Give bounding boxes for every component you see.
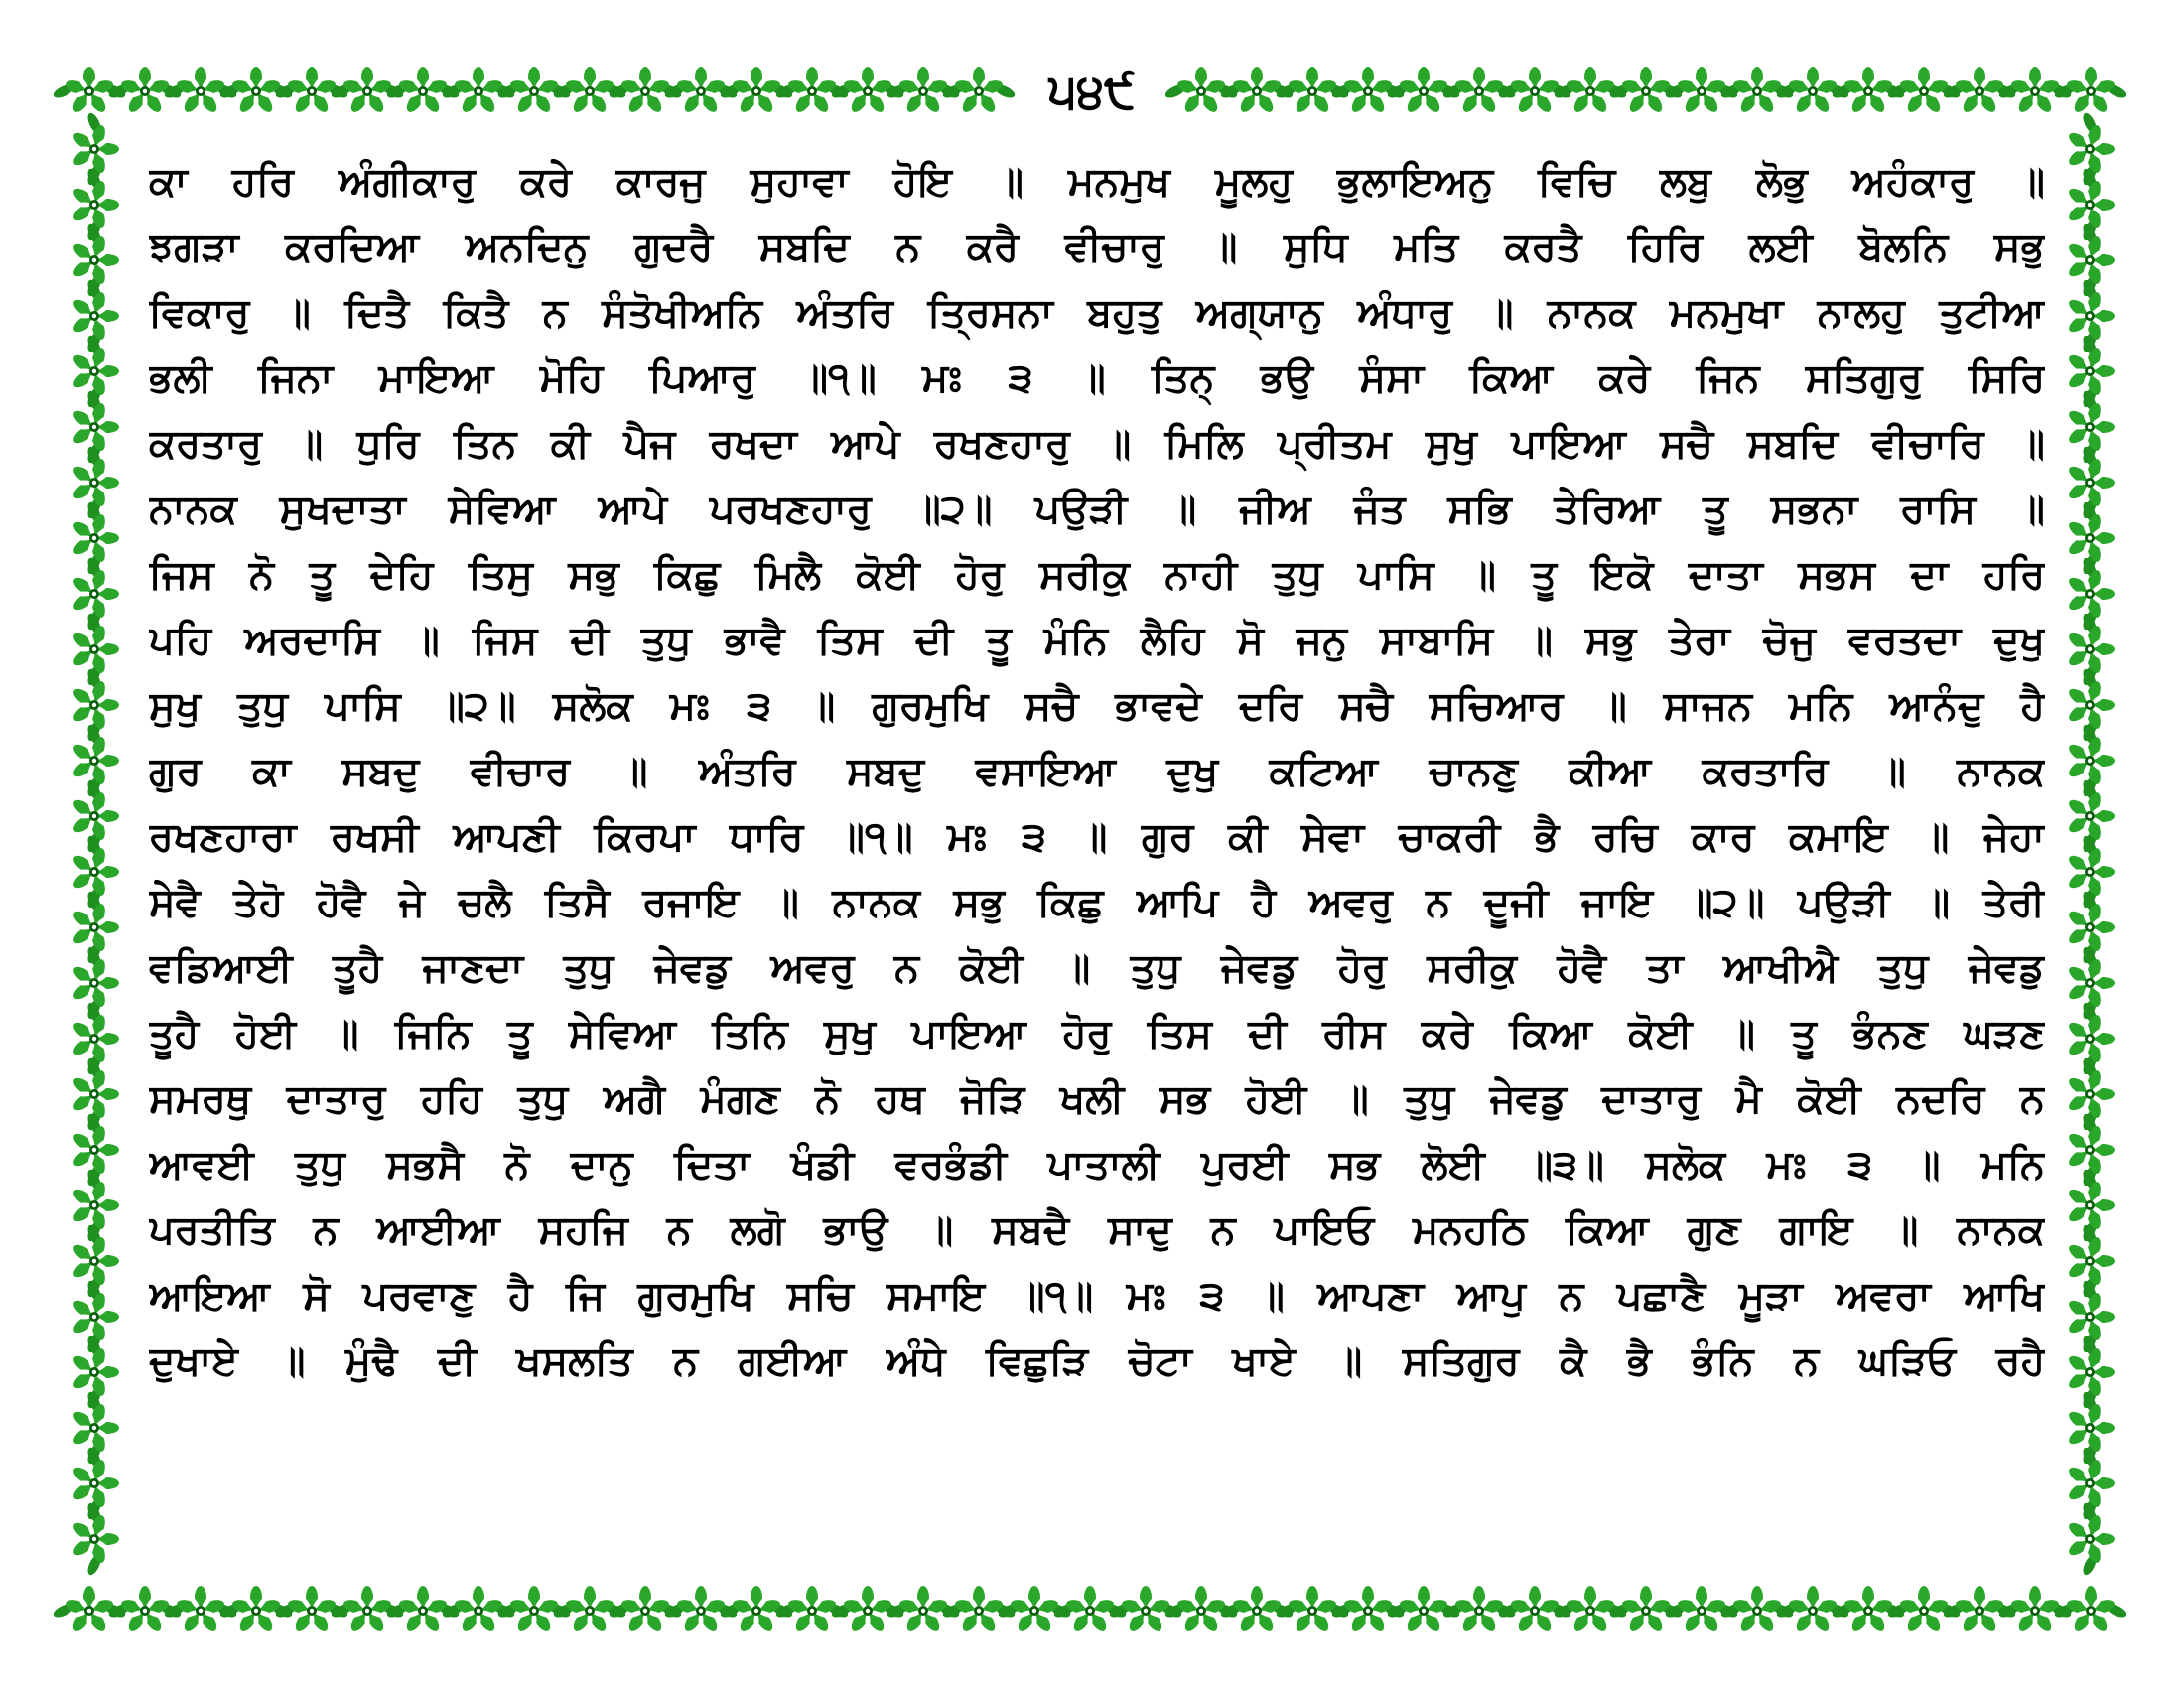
text-line: ਰਖਣਹਾਰਾ ਰਖਸੀ ਆਪਣੀ ਕਿਰਪਾ ਧਾਰਿ ॥੧॥ ਮਃ ੩ ॥ ਗੁਰ ਕੀ ਸੇਵਾ ਚਾਕਰੀ ਭੈ ਰਚਿ ਕਾਰ ਕਮਾਇ ॥ ਜੇਹਾ — [149, 814, 2045, 860]
text-line: ਸਮਰਥੁ ਦਾਤਾਰੁ ਹਹਿ ਤੁਧੁ ਅਗੈ ਮੰਗਣ ਨੋ ਹਥ ਜੋੜਿ ਖਲੀ ਸਭ ਹੋਈ ॥ ਤੁਧੁ ਜੇਵਡੁ ਦਾਤਾਰੁ ਮੈ ਕੋਈ ਨਦਰਿ ਨ — [149, 1076, 2045, 1122]
text-line: ਝਗੜਾ ਕਰਦਿਆ ਅਨਦਿਨੁ ਗੁਦਰੈ ਸਬਦਿ ਨ ਕਰੈ ਵੀਚਾਰੁ ॥ ਸੁਧਿ ਮਤਿ ਕਰਤੈ ਹਿਰਿ ਲਈ ਬੋਲਨਿ ਸਭੁ — [149, 224, 2045, 270]
text-line: ਪਰਤੀਤਿ ਨ ਆਈਆ ਸਹਜਿ ਨ ਲਗੋ ਭਾਉ ॥ ਸਬਦੈ ਸਾਦੁ ਨ ਪਾਇਓ ਮਨਹਠਿ ਕਿਆ ਗੁਣ ਗਾਇ ॥ ਨਾਨਕ — [149, 1207, 2045, 1253]
text-line: ਸੁਖੁ ਤੁਧੁ ਪਾਸਿ ॥੨॥ ਸਲੋਕ ਮਃ ੩ ॥ ਗੁਰਮੁਖਿ ਸਚੈ ਭਾਵਦੇ ਦਰਿ ਸਚੈ ਸਚਿਆਰ ॥ ਸਾਜਨ ਮਨਿ ਆਨੰਦੁ ਹੈ — [149, 683, 2045, 729]
text-line: ਸੇਵੈ ਤੇਹੋ ਹੋਵੈ ਜੇ ਚਲੈ ਤਿਸੈ ਰਜਾਇ ॥ ਨਾਨਕ ਸਭੁ ਕਿਛੁ ਆਪਿ ਹੈ ਅਵਰੁ ਨ ਦੂਜੀ ਜਾਇ ॥੨॥ ਪਉੜੀ ॥ ਤੇਰੀ — [149, 880, 2045, 925]
border-left — [70, 111, 119, 1577]
text-line: ਦੁਖਾਏ ॥ ਮੁੰਢੈ ਦੀ ਖਸਲਤਿ ਨ ਗਈਆ ਅੰਧੇ ਵਿਛੁੜਿ ਚੋਟਾ ਖਾਏ ॥ ਸਤਿਗੁਰ ਕੈ ਭੈ ਭੰਨਿ ਨ ਘੜਿਓ ਰਹੈ — [149, 1338, 2045, 1384]
flower-vine-icon — [2053, 1586, 2128, 1634]
border-bottom — [52, 1586, 2128, 1634]
text-line: ਨਾਨਕ ਸੁਖਦਾਤਾ ਸੇਵਿਆ ਆਪੇ ਪਰਖਣਹਾਰੁ ॥੨॥ ਪਉੜੀ ॥ ਜੀਅ ਜੰਤ ਸਭਿ ਤੇਰਿਆ ਤੂ ਸਭਨਾ ਰਾਸਿ ॥ — [149, 487, 2045, 532]
text-line: ਤੂਹੈ ਹੋਈ ॥ ਜਿਨਿ ਤੂ ਸੇਵਿਆ ਤਿਨਿ ਸੁਖੁ ਪਾਇਆ ਹੋਰੁ ਤਿਸ ਦੀ ਰੀਸ ਕਰੇ ਕਿਆ ਕੋਈ ॥ ਤੂ ਭੰਨਣ ਘੜਣ — [149, 1011, 2045, 1056]
text-line: ਪਹਿ ਅਰਦਾਸਿ ॥ ਜਿਸ ਦੀ ਤੁਧੁ ਭਾਵੈ ਤਿਸ ਦੀ ਤੂ ਮੰਨਿ ਲੈਹਿ ਸੋ ਜਨੁ ਸਾਬਾਸਿ ॥ ਸਭੁ ਤੇਰਾ ਚੋਜੁ ਵਰਤਦਾ ਦੁਖੁ — [149, 618, 2045, 663]
text-line: ਵਿਕਾਰੁ ॥ ਦਿਤੈ ਕਿਤੈ ਨ ਸੰਤੋਖੀਅਨਿ ਅੰਤਰਿ ਤ੍ਰਿਸਨਾ ਬਹੁਤੁ ਅਗ੍ਯਾਨੁ ਅੰਧਾਰੁ ॥ ਨਾਨਕ ਮਨਮੁਖਾ ਨਾਲਹੁ ਤੁਟੀਆ — [149, 290, 2045, 336]
flower-vine-icon — [2053, 67, 2128, 115]
text-line: ਜਿਸ ਨੋ ਤੂ ਦੇਹਿ ਤਿਸੁ ਸਭੁ ਕਿਛੁ ਮਿਲੈ ਕੋਈ ਹੋਰੁ ਸਰੀਕੁ ਨਾਹੀ ਤੁਧੁ ਪਾਸਿ ॥ ਤੂ ਇਕੋ ਦਾਤਾ ਸਭਸ ਦਾ ਹਰਿ — [149, 552, 2045, 598]
text-line: ਕਰਤਾਰੁ ॥ ਧੁਰਿ ਤਿਨ ਕੀ ਪੈਜ ਰਖਦਾ ਆਪੇ ਰਖਣਹਾਰੁ ॥ ਮਿਲਿ ਪ੍ਰੀਤਮ ਸੁਖੁ ਪਾਇਆ ਸਚੈ ਸਬਦਿ ਵੀਚਾਰਿ ॥ — [149, 421, 2045, 467]
text-line: ਆਵਈ ਤੁਧੁ ਸਭਸੈ ਨੋ ਦਾਨੁ ਦਿਤਾ ਖੰਡੀ ਵਰਭੰਡੀ ਪਾਤਾਲੀ ਪੁਰਈ ਸਭ ਲੋਈ ॥੩॥ ਸਲੋਕ ਮਃ ੩ ॥ ਮਨਿ — [149, 1142, 2045, 1188]
text-line: ਆਇਆ ਸੋ ਪਰਵਾਣੁ ਹੈ ਜਿ ਗੁਰਮੁਖਿ ਸਚਿ ਸਮਾਇ ॥੧॥ ਮਃ ੩ ॥ ਆਪਣਾ ਆਪੁ ਨ ਪਛਾਣੈ ਮੂੜਾ ਅਵਰਾ ਆਖਿ — [149, 1273, 2045, 1319]
flower-vine-icon — [70, 1501, 119, 1577]
scripture-text — [149, 149, 2045, 1394]
text-line: ਗੁਰ ਕਾ ਸਬਦੁ ਵੀਚਾਰ ॥ ਅੰਤਰਿ ਸਬਦੁ ਵਸਾਇਆ ਦੁਖੁ ਕਟਿਆ ਚਾਨਣੁ ਕੀਆ ਕਰਤਾਰਿ ॥ ਨਾਨਕ — [149, 749, 2045, 794]
text-line: ਕਾ ਹਰਿ ਅੰਗੀਕਾਰੁ ਕਰੇ ਕਾਰਜੁ ਸੁਹਾਵਾ ਹੋਇ ॥ ਮਨਮੁਖ ਮੂਲਹੁ ਭੁਲਾਇਅਨੁ ਵਿਚਿ ਲਬੁ ਲੋਭੁ ਅਹੰਕਾਰੁ ॥ — [149, 159, 2045, 205]
text-line: ਵਡਿਆਈ ਤੂਹੈ ਜਾਣਦਾ ਤੁਧੁ ਜੇਵਡੁ ਅਵਰੁ ਨ ਕੋਈ ॥ ਤੁਧੁ ਜੇਵਡੁ ਹੋਰੁ ਸਰੀਕੁ ਹੋਵੈ ਤਾ ਆਖੀਐ ਤੁਧੁ ਜੇਵਡੁ — [149, 945, 2045, 991]
text-line: ਭਲੀ ਜਿਨਾ ਮਾਇਆ ਮੋਹਿ ਪਿਆਰੁ ॥੧॥ ਮਃ ੩ ॥ ਤਿਨ੍ ਭਉ ਸੰਸਾ ਕਿਆ ਕਰੇ ਜਿਨ ਸਤਿਗੁਰੁ ਸਿਰਿ — [149, 355, 2045, 401]
page-number: ੫੪੯ — [1023, 56, 1161, 127]
flower-vine-icon — [2066, 1501, 2115, 1577]
border-right — [2066, 111, 2115, 1577]
flower-vine-icon — [941, 67, 1017, 115]
